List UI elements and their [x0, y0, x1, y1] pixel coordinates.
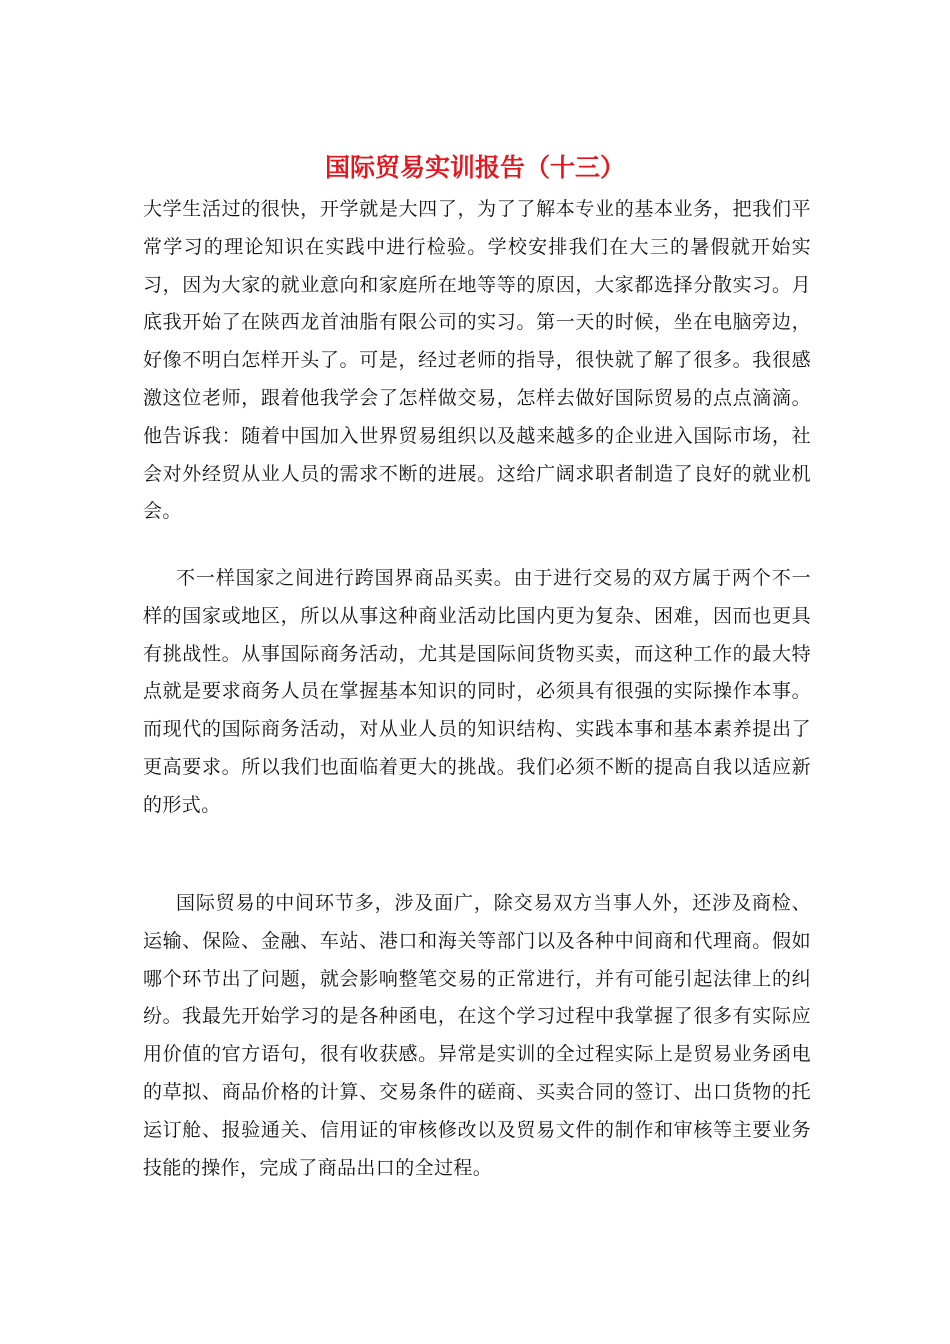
document-title: 国际贸易实训报告（十三） [324, 153, 625, 182]
paragraph-2: 不一样国家之间进行跨国界商品买卖。由于进行交易的双方属于两个不一样的国家或地区，所以从事这种商业活动比国内更为复杂、困难，因而也更具有挑战性。从事国际商务活动，尤其是国际间货物买卖，而这种工作的最大特点就是要求商务人员在掌握基本知识的同时，必须具有很强的实际操作本事。而现代的国际商务活动，对从业人员的知识结构、实践本事和基本素养提出了更高要求。所以我们也面临着更大的挑战。我们必须不断的提高自我以适应新的形式。 [143, 567, 811, 816]
paragraph-3: 国际贸易的中间环节多，涉及面广，除交易双方当事人外，还涉及商检、运输、保险、金融、车站、港口和海关等部门以及各种中间商和代理商。假如哪个环节出了问题，就会影响整笔交易的正常进行，并有可能引起法律上的纠纷。我最先开始学习的是各种函电，在这个学习过程中我掌握了很多有实际应用价值的官方语句，很有收获感。异常是实训的全过程实际上是贸易业务函电的草拟、商品价格的计算、交易条件的磋商、买卖合同的签订、出口货物的托运订舱、报验通关、信用证的审核修改以及贸易文件的制作和审核等主要业务技能的操作，完成了商品出口的全过程。 [143, 892, 811, 1179]
paragraph-1: 大学生活过的很快，开学就是大四了，为了了解本专业的基本业务，把我们平常学习的理论知识在实践中进行检验。学校安排我们在大三的暑假就开始实习，因为大家的就业意向和家庭所在地等等的原因，大家都选择分散实习。月底我开始了在陕西龙首油脂有限公司的实习。第一天的时候，坐在电脑旁边，好像不明白怎样开头了。可是，经过老师的指导，很快就了解了很多。我很感激这位老师，跟着他我学会了怎样做交易，怎样去做好国际贸易的点点滴滴。他告诉我：随着中国加入世界贸易组织以及越来越多的企业进入国际市场，社会对外经贸从业人员的需求不断的进展。这给广阔求职者制造了良好的就业机会。 [143, 198, 811, 523]
